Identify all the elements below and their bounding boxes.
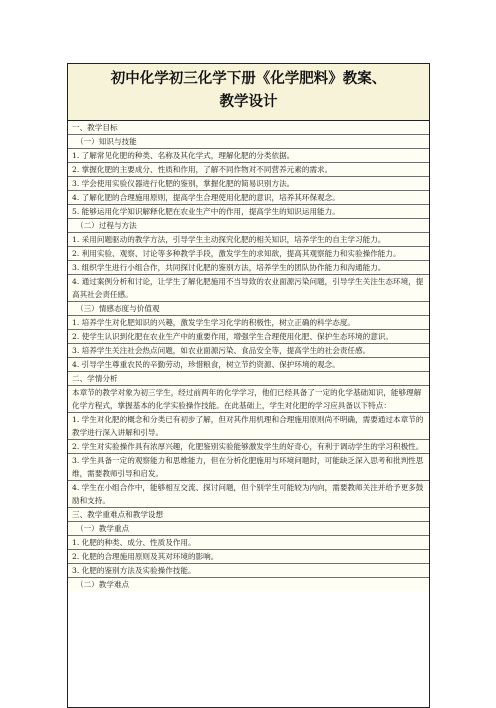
list-item: 4. 了解化肥的合理施用原则，提高学生合理使用化肥的意识，培养其环保观念。 (68, 191, 429, 205)
document-title (68, 64, 429, 121)
document-table (67, 63, 430, 708)
paragraph: 本章节的教学对象为初三学生，经过前两年的化学学习，他们已经具备了一定的化学基础知识，能够理解化学方程式，掌握基本的化学实验操作技能。在此基础上，学生对化肥的学习应具备以下特点： (68, 386, 429, 413)
list-item: 1. 了解常见化肥的种类、名称及其化学式，理解化肥的分类依据。 (68, 149, 429, 163)
list-item: 4. 学生在小组合作中，能够相互交流、探讨问题，但个别学生可能较为内向，需要教师关注并给予更多鼓励和支持。 (68, 481, 429, 508)
list-item: 3. 化肥的鉴别方法及实验操作技能。 (68, 564, 429, 578)
subsection-heading: （二）过程与方法 (68, 219, 429, 233)
list-item: 5. 能够运用化学知识解释化肥在农业生产中的作用，提高学生的知识运用能力。 (68, 205, 429, 219)
title-line-2: 教学设计 (219, 94, 278, 110)
list-item: 1. 化肥的种类、成分、性质及作用。 (68, 536, 429, 550)
list-item: 3. 组织学生进行小组合作，共同探讨化肥的鉴别方法，培养学生的团队协作能力和沟通能力。 (68, 261, 429, 275)
list-item: 2. 利用实验、观察、讨论等多种教学手段，激发学生的求知欲，提高其观察能力和实验操作能力。 (68, 247, 429, 261)
list-item: 2. 掌握化肥的主要成分、性质和作用，了解不同作物对不同营养元素的需求。 (68, 163, 429, 177)
list-item: 2. 使学生认识到化肥在农业生产中的重要作用，增强学生合理使用化肥、保护生态环境的意识。 (68, 330, 429, 344)
list-item: 3. 学生具备一定的观察能力和思维能力，但在分析化肥施用与环境问题时，可能缺乏深入思考和批判性思维，需要教师引导和启发。 (68, 454, 429, 481)
list-item: 4. 引导学生尊重农民的辛勤劳动，珍惜粮食，树立节约资源、保护环境的观念。 (68, 358, 429, 372)
list-item: 3. 学会使用实验仪器进行化肥的鉴别，掌握化肥的简易识别方法。 (68, 177, 429, 191)
subsection-heading: （二）教学难点 (68, 578, 429, 591)
list-item: 4. 通过案例分析和讨论，让学生了解化肥施用不当导致的农业面源污染问题，引导学生关注生态环境，提高其社会责任感。 (68, 275, 429, 302)
list-item: 3. 培养学生关注社会热点问题，如农业面源污染、食品安全等，提高学生的社会责任感。 (68, 344, 429, 358)
subsection-heading: （一）知识与技能 (68, 135, 429, 149)
list-item: 2. 学生对实验操作具有浓厚兴趣，化肥鉴别实验能够激发学生的好奇心，有利于调动学生的学习积极性。 (68, 440, 429, 454)
section-heading: 一、教学目标 (68, 121, 429, 135)
title-line-1: 初中化学初三化学下册《化学肥料》教案、 (110, 71, 387, 87)
subsection-heading: （三）情感态度与价值观 (68, 302, 429, 316)
list-item: 1. 培养学生对化肥知识的兴趣，激发学生学习化学的积极性，树立正确的科学态度。 (68, 316, 429, 330)
subsection-heading: （一）教学重点 (68, 522, 429, 536)
section-heading: 二、学情分析 (68, 372, 429, 386)
list-item: 1. 采用问题驱动的教学方法，引导学生主动探究化肥的相关知识，培养学生的自主学习能力。 (68, 233, 429, 247)
content-rows (68, 121, 429, 591)
list-item: 1. 学生对化肥的概念和分类已有初步了解，但对其作用机理和合理施用原则尚不明确，需要通过本章节的教学进行深入讲解和引导。 (68, 413, 429, 440)
list-item: 2. 化肥的合理施用原则及其对环境的影响。 (68, 550, 429, 564)
section-heading: 三、教学重难点和教学设想 (68, 508, 429, 522)
